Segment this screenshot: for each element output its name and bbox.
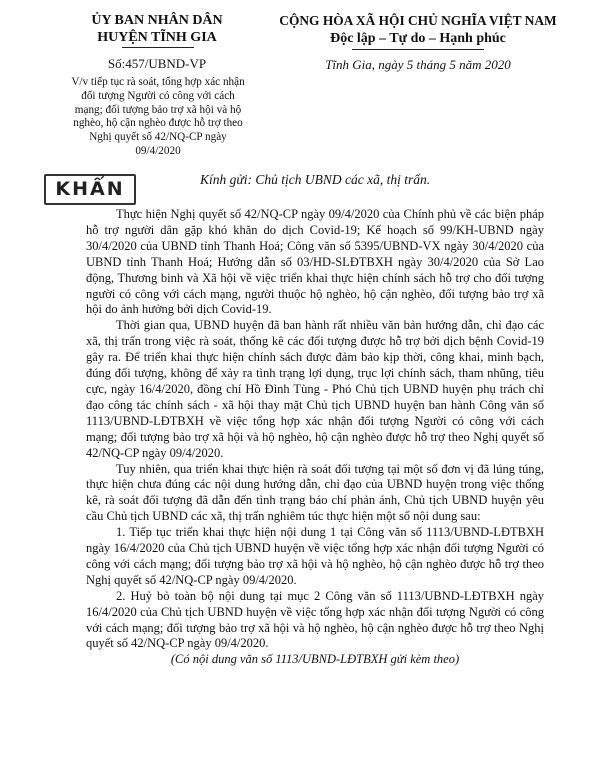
subject-line: mạng; đối tượng bảo trợ xã hội và hộ	[74, 103, 242, 116]
agency-line-1: ỦY BAN NHÂN DÂN	[91, 13, 223, 28]
paragraph-2: Thời gian qua, UBND huyện đã ban hành rất nhiều văn bản hướng dẫn, chỉ đạo các xã, thị trấn trong việc rà soát, thống kê các đối tượng được hỗ trợ bởi dịch bệnh Covid-19 gây ra. Để triển khai thực hiện chính sách được đảm bảo kịp thời, công khai, minh bạch, đúng đối tượng, không để xảy ra tình trạng lợi dụng, trục lợi chính sách, tham nhũng, tiêu cực, ngày 16/4/2020, đồng chí Hồ Đình Tùng - Phó Chủ tịch UBND huyện phụ trách chỉ đạo công tác chính sách - xã hội thay mặt Chủ tịch UBND huyện ban hành Công văn số 1113/UBND-LĐTBXH về việc tổng hợp xác nhận đối tượng Người có công với cách mạng; đối tượng bảo trợ xã hội và hộ nghèo, hộ cận nghèo được hỗ trợ theo Nghị quyết số 42/NQ-CP ngày 09/4/2020.	[86, 318, 544, 460]
paragraph-1: Thực hiện Nghị quyết số 42/NQ-CP ngày 09/4/2020 của Chính phủ về các biện pháp hỗ trợ người dân gặp khó khăn do dịch Covid-19; Kế hoạch số 99/KH-UBND ngày 30/4/2020 của UBND tỉnh Thanh Hoá; Công văn số 5395/UBND-VX ngày 30/4/2020 của UBND tỉnh Thanh Hoá; Hướng dẫn số 03/HD-SLĐTBXH ngày 30/4/2020 của Sở Lao động, Thương binh và Xã hội về việc triển khai thực hiện chính sách hỗ trợ cho đối tượng người có công với cách mạng, người thuộc hộ nghèo, hộ cận nghèo, đối tượng bảo trợ xã hội do ảnh hưởng bởi dịch Covid-19.	[86, 207, 544, 317]
motto-underline	[352, 49, 484, 50]
urgent-stamp: KHẨN	[44, 174, 136, 205]
nation-title: CỘNG HÒA XÃ HỘI CHỦ NGHĨA VIỆT NAM	[279, 13, 557, 28]
attachment-note: (Có nội dung văn số 1113/UBND-LĐTBXH gửi kèm theo)	[170, 652, 460, 667]
document-number: Số:457/UBND-VP	[107, 56, 207, 71]
subject-line: V/v tiếp tục rà soát, tổng hợp xác nhận	[71, 76, 245, 88]
paragraph-3: Tuy nhiên, qua triển khai thực hiện rà soát đối tượng tại một số đơn vị đã lúng túng, thực hiện chưa đúng các nội dung hướng dẫn, chỉ đạo của UBND huyện trong việc thống kê, rà soát đối tượng đã dẫn đến tình trạng báo chí phản ánh, Chủ tịch UBND huyện yêu cầu Chủ tịch UBND các xã, thị trấn nghiêm túc thực hiện một số nội dung sau:	[86, 461, 544, 524]
paragraph-item-1: 1. Tiếp tục triển khai thực hiện nội dung 1 tại Công văn số 1113/UBND-LĐTBXH ngày 16/4/2020 của Chủ tịch UBND huyện về việc tổng hợp xác nhận đối tượng Người có công với cách mạng; đối tượng bảo trợ xã hội và hộ nghèo, hộ cận nghèo được hỗ trợ theo Nghị quyết số 42/NQ-CP ngày 09/4/2020.	[86, 525, 544, 587]
subject-line: nghèo, hộ cận nghèo được hỗ trợ theo	[73, 117, 243, 130]
subject-line: 09/4/2020	[135, 144, 181, 157]
national-motto: Độc lập – Tự do – Hạnh phúc	[330, 31, 506, 46]
subject-line: đối tượng Người có công với cách	[81, 89, 235, 102]
place-date: Tĩnh Gia, ngày 5 tháng 5 năm 2020	[325, 57, 511, 72]
paragraph-item-2: 2. Huỷ bỏ toàn bộ nội dung tại mục 2 Công văn số 1113/UBND-LĐTBXH ngày 16/4/2020 của Chủ tịch UBND huyện về việc tổng hợp xác nhận đối tượng Người có công với cách mạng; đối tượng bảo trợ xã hội và hộ nghèo, hộ cận nghèo được hỗ trợ theo Nghị quyết số 42/NQ-CP ngày 09/4/2020.	[86, 588, 544, 651]
recipient-line: Kính gửi: Chủ tịch UBND các xã, thị trấn.	[200, 172, 431, 187]
document-body	[86, 207, 544, 668]
agency-line-2: HUYỆN TĨNH GIA	[97, 30, 217, 45]
agency-name	[52, 12, 262, 46]
subject-line: Nghị quyết số 42/NQ-CP ngày	[89, 131, 227, 144]
agency-underline	[122, 47, 194, 48]
document-subject	[58, 76, 258, 159]
